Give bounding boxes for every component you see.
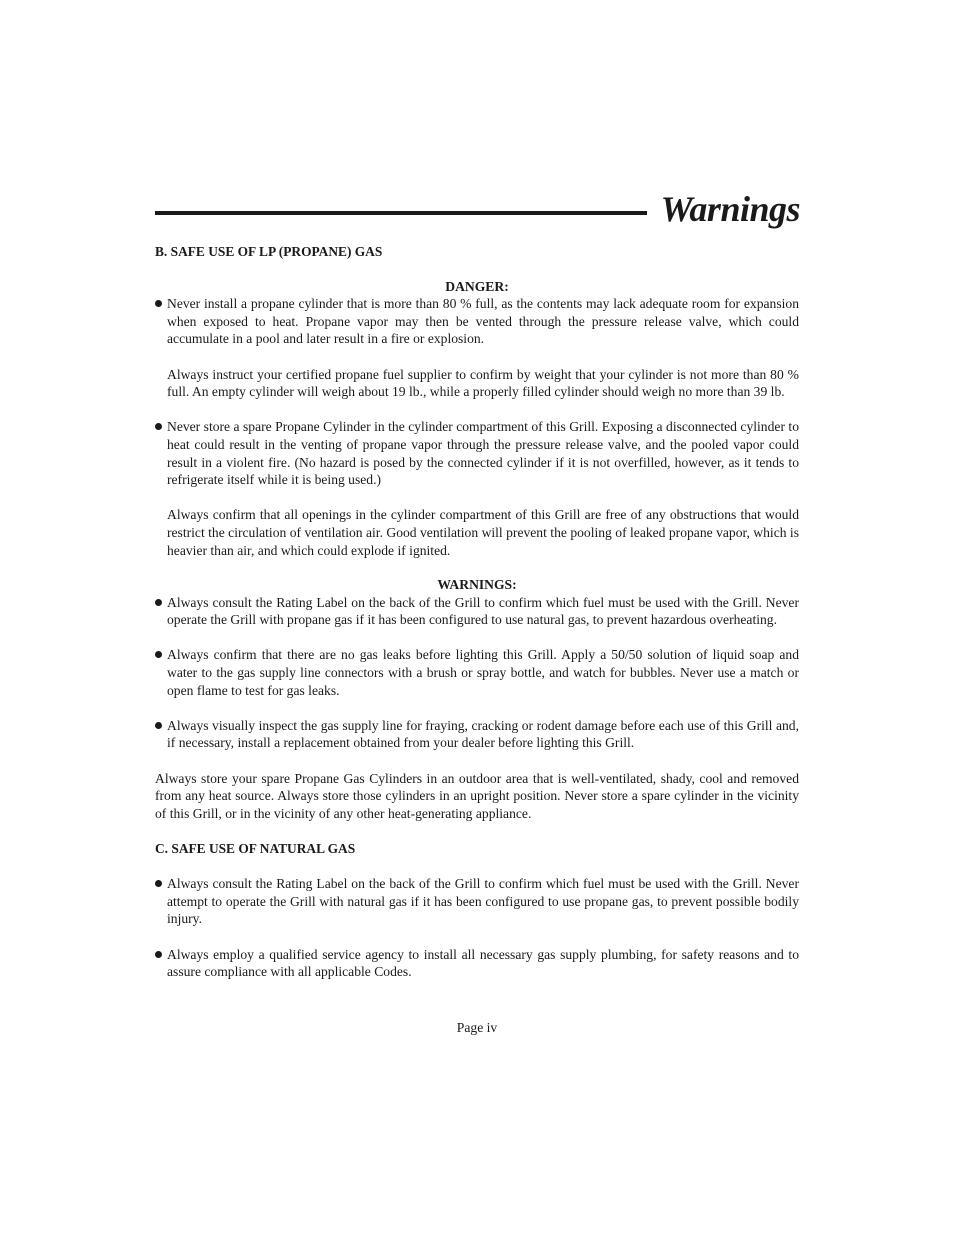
danger-heading: DANGER: xyxy=(445,278,509,294)
header-rule xyxy=(155,211,647,215)
storage-paragraph: Always store your spare Propane Gas Cylinders in an outdoor area that is well-ventilated, shady, cool and removed from any heat source. Always store those cylinders in an upright position. Never store a spare cylinder in the vicinity of this Grill, or in the vicinity of any other heat-generating appliance. xyxy=(155,770,799,821)
page-number: Page iv xyxy=(456,1020,498,1035)
danger-bullet xyxy=(155,295,799,348)
bullet-icon xyxy=(155,722,162,729)
danger-followup: Always instruct your certified propane fuel supplier to confirm by weight that your cylinder is not more than 80 % full. An empty cylinder will weigh about 19 lb., while a properly filled cylinder should weigh no more than 39 lb. xyxy=(167,366,799,400)
danger-bullet-text: Never install a propane cylinder that is more than 80 % full, as the contents may lack adequate room for expansion when exposed to heat. Propane vapor may then be vented through the pressure release valve, which could accumulate in a pool and later result in a fire or explosion. xyxy=(167,296,799,347)
section-c-heading: C. SAFE USE OF NATURAL GAS xyxy=(155,841,356,856)
natural-gas-bullet xyxy=(155,875,799,928)
page-title: Warnings xyxy=(660,189,800,229)
danger-bullet xyxy=(155,418,799,488)
warning-bullet-text: Always visually inspect the gas supply line for fraying, cracking or rodent damage before each use of this Grill and, if necessary, install a replacement obtained from your dealer before lighting this Grill. xyxy=(167,717,799,751)
natural-gas-bullet xyxy=(155,946,799,981)
warnings-heading: WARNINGS: xyxy=(437,577,517,593)
document-body xyxy=(155,243,799,981)
warning-bullet-text: Always consult the Rating Label on the back of the Grill to confirm which fuel must be used with the Grill. Never operate the Grill with propane gas if it has been configured to use natural gas, to prevent hazardous overheating. xyxy=(167,594,799,628)
bullet-icon xyxy=(155,300,162,307)
bullet-icon xyxy=(155,880,162,887)
page-header xyxy=(155,186,800,232)
natural-gas-bullet-text: Always employ a qualified service agency to install all necessary gas supply plumbing, for safety reasons and to assure compliance with all applicable Codes. xyxy=(167,946,799,980)
warning-bullet xyxy=(155,594,799,629)
natural-gas-bullet-text: Always consult the Rating Label on the back of the Grill to confirm which fuel must be used with the Grill. Never attempt to operate the Grill with natural gas if it has been configured to use propane gas, to prevent possible bodily injury. xyxy=(167,876,799,927)
section-b-heading: B. SAFE USE OF LP (PROPANE) GAS xyxy=(155,244,383,259)
bullet-icon xyxy=(155,951,162,958)
warning-bullet xyxy=(155,717,799,752)
warning-bullet-text: Always confirm that there are no gas leaks before lighting this Grill. Apply a 50/50 solution of liquid soap and water to the gas supply line connectors with a brush or spray bottle, and watch for bubbles. Never use a match or open flame to test for gas leaks. xyxy=(167,647,799,698)
bullet-icon xyxy=(155,599,162,606)
bullet-icon xyxy=(155,651,162,658)
danger-followup: Always confirm that all openings in the cylinder compartment of this Grill are free of any obstructions that would restrict the circulation of ventilation air. Good ventilation will prevent the pooling of leaked propane vapor, which is heavier than air, and which could explode if ignited. xyxy=(167,507,799,558)
warning-bullet xyxy=(155,646,799,699)
bullet-icon xyxy=(155,423,162,430)
danger-bullet-text: Never store a spare Propane Cylinder in the cylinder compartment of this Grill. Exposing a disconnected cylinder to heat could result in the venting of propane vapor through the pressure release valve, and the pooled vapor could result in a violent fire. (No hazard is posed by the connected cylinder if it is not overfilled, however, as it tends to refrigerate itself while it is being used.) xyxy=(167,419,799,488)
